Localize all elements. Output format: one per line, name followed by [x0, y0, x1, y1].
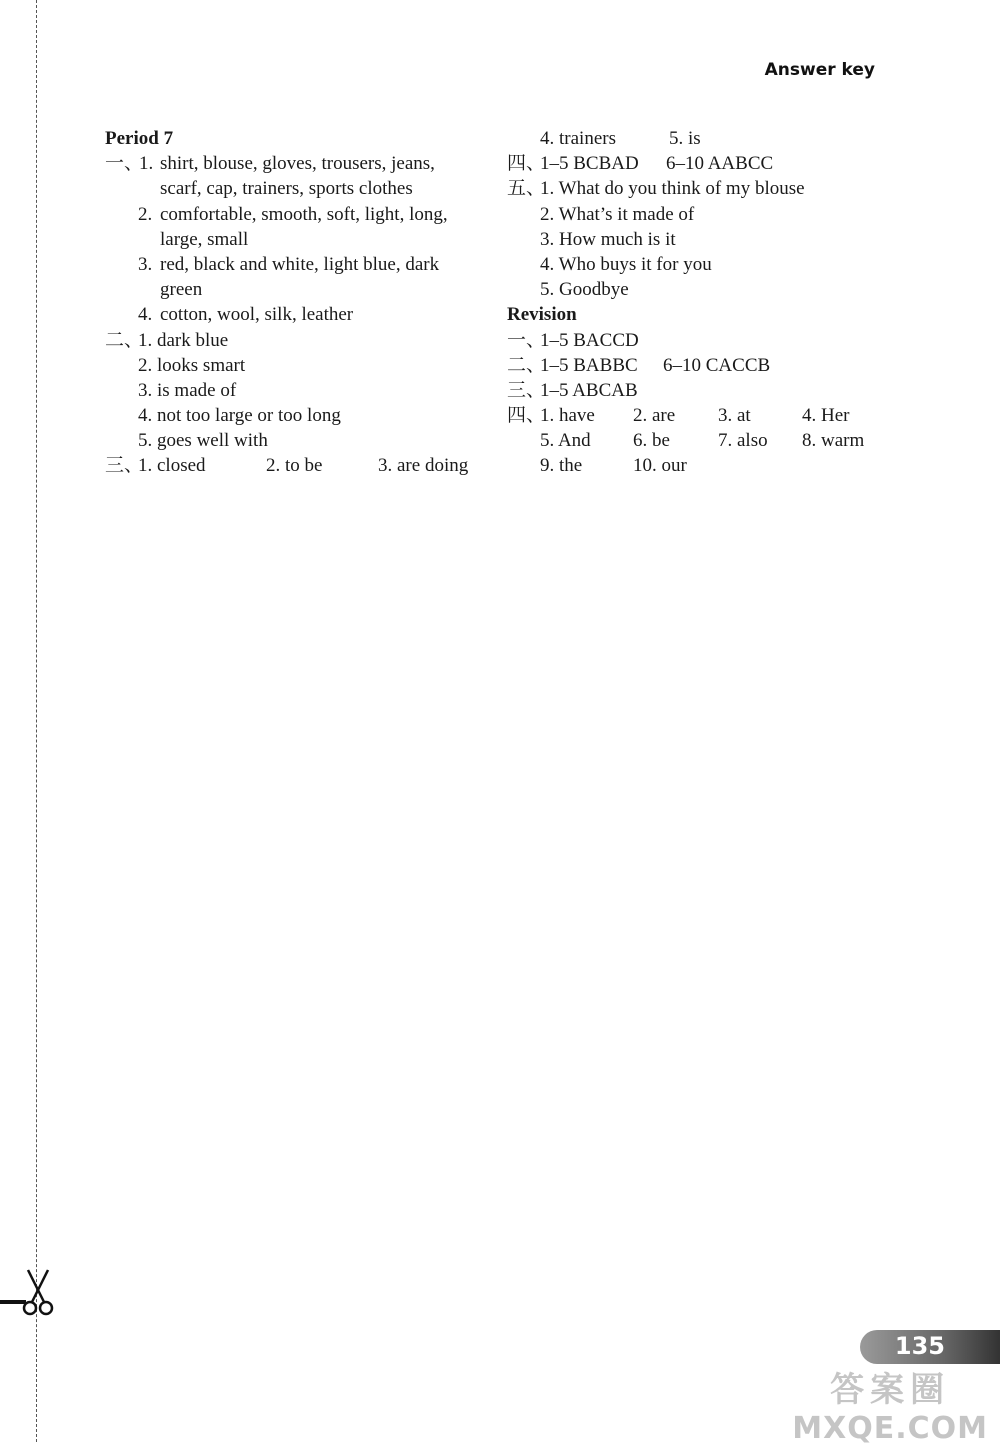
answer-text: 4. trainers [540, 128, 616, 149]
answer-line [507, 151, 887, 176]
section-marker: 一、 [507, 329, 546, 351]
answer-line [105, 227, 485, 252]
answer-text: 6–10 AABCC [666, 153, 774, 175]
answer-text: 3. are doing [378, 455, 469, 477]
answer-line [507, 252, 887, 277]
answer-line [105, 302, 485, 327]
section-marker: 五、 [507, 178, 546, 200]
section-marker: 三、 [507, 379, 546, 401]
answer-line [105, 202, 485, 227]
answer-text: 3. How much is it [540, 228, 676, 250]
item-number: 3. [138, 253, 153, 275]
answer-text: 9. the [540, 455, 583, 477]
page-number: 135 [894, 1332, 945, 1360]
answer-text: green [160, 279, 203, 301]
answer-line [507, 428, 887, 453]
answer-text: 6–10 CACCB [663, 354, 771, 376]
section-marker: 三、 [105, 455, 144, 477]
watermark [792, 1362, 988, 1446]
answer-line [105, 277, 485, 302]
answer-line [105, 252, 485, 277]
answer-line [507, 176, 887, 201]
answer-text: 2. to be [266, 455, 323, 477]
answer-line [507, 328, 887, 353]
section-marker: 二、 [507, 354, 546, 376]
answer-text: 5. And [540, 430, 591, 452]
answer-line [507, 227, 887, 252]
answer-line [105, 353, 485, 378]
answer-text: 5. goes well with [138, 430, 268, 452]
answer-text: 2. What’s it made of [540, 203, 695, 225]
page-header-title: Answer key [764, 60, 875, 80]
answer-text: 6. be [633, 430, 670, 452]
answer-line [105, 453, 485, 478]
answer-line [105, 403, 485, 428]
answer-text: 1. have [540, 405, 595, 427]
answer-text: 1–5 BABBC [540, 354, 638, 376]
answer-text: comfortable, smooth, soft, light, long, [160, 203, 448, 225]
watermark-cn: 答案圈 [830, 1370, 951, 1410]
answer-text: cotton, wool, silk, leather [160, 304, 354, 326]
answer-text: shirt, blouse, gloves, trousers, jeans, [160, 153, 435, 175]
answer-text: 2. looks smart [138, 354, 246, 376]
answer-text: 2. are [633, 405, 676, 427]
answer-line [507, 202, 887, 227]
item-number: 1. [139, 153, 154, 175]
section-marker: 四、 [507, 153, 546, 175]
answer-text: 1. What do you think of my blouse [540, 178, 805, 200]
left-column [105, 126, 485, 479]
answer-line [507, 126, 887, 151]
answer-text: 3. is made of [138, 379, 237, 401]
watermark-url: MXQE.COM [792, 1411, 988, 1446]
answer-line [105, 428, 485, 453]
section-heading-period-7: Period 7 [105, 128, 174, 149]
answer-text: red, black and white, light blue, dark [160, 253, 440, 275]
answer-line [507, 453, 887, 478]
answer-line [105, 328, 485, 353]
section-marker: 一、 [105, 153, 144, 175]
answer-line [105, 378, 485, 403]
answer-line [507, 378, 887, 403]
right-column [507, 126, 887, 479]
item-number: 2. [138, 203, 153, 225]
answer-text: 10. our [633, 455, 687, 477]
answer-line [507, 277, 887, 302]
answer-text: 1–5 BCBAD [540, 153, 639, 175]
answer-text: 4. Her [802, 405, 850, 427]
section-marker: 二、 [105, 329, 144, 351]
item-number: 4. [138, 304, 153, 326]
answer-text: scarf, cap, trainers, sports clothes [160, 178, 413, 200]
answer-line [105, 151, 485, 176]
scissors-icon [20, 1268, 56, 1318]
answer-text: 8. warm [802, 430, 865, 452]
answer-text: 7. also [718, 430, 768, 452]
answer-line [507, 403, 887, 428]
answer-text: 1–5 BACCD [540, 329, 639, 351]
answer-text: 4. not too large or too long [138, 405, 341, 427]
cut-line [36, 0, 37, 1442]
answer-text: 5. is [669, 128, 701, 149]
answer-text: 3. at [718, 405, 751, 427]
answer-text: 1–5 ABCAB [540, 379, 638, 401]
section-heading-revision: Revision [507, 304, 577, 326]
section-marker: 四、 [507, 405, 546, 427]
answer-text: 1. dark blue [138, 329, 229, 351]
answer-text: 4. Who buys it for you [540, 253, 712, 275]
answer-text: 1. closed [138, 455, 206, 477]
answer-text: large, small [160, 228, 249, 250]
answer-line [507, 353, 887, 378]
answer-line [105, 176, 485, 201]
answer-text: 5. Goodbye [540, 279, 629, 301]
